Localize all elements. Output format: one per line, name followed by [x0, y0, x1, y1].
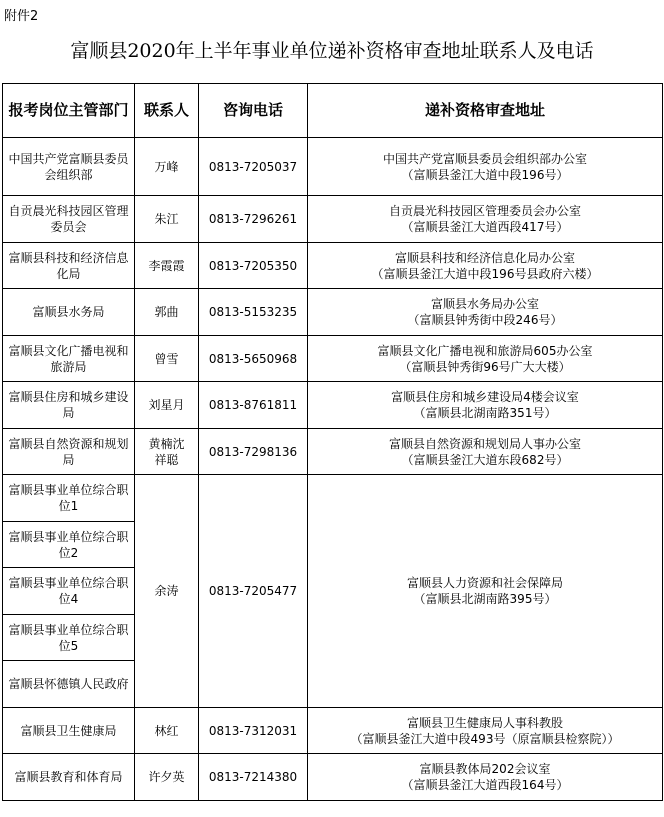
address-cell [308, 429, 663, 475]
contact-cell: 刘星月 [135, 382, 199, 429]
dept-cell: 富顺县教育和体育局 [3, 754, 135, 801]
contact-cell: 黄楠沈祥聪 [135, 429, 199, 475]
address-detail: （富顺县北湖南路395号） [413, 592, 557, 606]
phone-cell: 0813-7214380 [199, 754, 308, 801]
contact-cell: 朱江 [135, 196, 199, 243]
address-cell [308, 382, 663, 429]
table-row [3, 336, 663, 382]
address-cell [308, 289, 663, 336]
dept-cell: 富顺县事业单位综合职位5 [3, 615, 135, 661]
address-detail: （富顺县釜江大道中段196号县政府六楼） [371, 266, 599, 281]
address-cell [308, 243, 663, 289]
contact-cell: 郭曲 [135, 289, 199, 336]
address-line: 富顺县自然资源和规划局人事办公室 [388, 436, 581, 451]
header-row [3, 84, 663, 138]
address-cell [308, 475, 663, 708]
address-detail: （富顺县北湖南路351号） [413, 406, 557, 420]
header-phone: 咨询电话 [199, 84, 308, 138]
table-row [3, 475, 663, 522]
address-line: 富顺县文化广播电视和旅游局605办公室 [377, 343, 593, 358]
address-line: 富顺县教体局202会议室 [419, 762, 551, 776]
table-row [3, 138, 663, 196]
phone-cell: 0813-5153235 [199, 289, 308, 336]
phone-cell: 0813-7296261 [199, 196, 308, 243]
address-line: 富顺县住房和城乡建设局4楼会议室 [391, 390, 579, 404]
phone-cell: 0813-8761811 [199, 382, 308, 429]
address-detail: （富顺县釜江大道西段417号） [401, 220, 569, 234]
table-row [3, 708, 663, 754]
address-line: 富顺县人力资源和社会保障局 [406, 576, 563, 590]
dept-cell: 富顺县卫生健康局 [3, 708, 135, 754]
phone-cell: 0813-7312031 [199, 708, 308, 754]
dept-cell: 中国共产党富顺县委员会组织部 [3, 138, 135, 196]
attachment-label: 附件2 [4, 9, 39, 24]
header-address: 递补资格审查地址 [308, 84, 663, 138]
dept-cell: 富顺县事业单位综合职位4 [3, 568, 135, 615]
table-row [3, 429, 663, 475]
contact-cell: 余涛 [135, 475, 199, 708]
dept-cell: 自贡晨光科技园区管理委员会 [3, 196, 135, 243]
address-line: 中国共产党富顺县委员会组织部办公室 [382, 151, 587, 166]
dept-cell: 富顺县住房和城乡建设局 [3, 382, 135, 429]
contact-table [2, 83, 663, 801]
address-cell [308, 196, 663, 243]
phone-cell: 0813-7205350 [199, 243, 308, 289]
dept-cell: 富顺县怀德镇人民政府 [3, 661, 135, 708]
phone-cell: 0813-7205037 [199, 138, 308, 196]
address-cell [308, 138, 663, 196]
address-detail: （富顺县釜江大道东段682号） [401, 452, 569, 467]
contact-cell: 李霞霞 [135, 243, 199, 289]
address-cell [308, 708, 663, 754]
phone-cell: 0813-5650968 [199, 336, 308, 382]
dept-cell: 富顺县文化广播电视和旅游局 [3, 336, 135, 382]
address-line: 富顺县科技和经济信息化局办公室 [394, 250, 575, 265]
contact-cell: 许夕英 [135, 754, 199, 801]
address-line: 富顺县卫生健康局人事科教股 [406, 715, 563, 730]
dept-cell: 富顺县事业单位综合职位1 [3, 475, 135, 522]
dept-cell: 富顺县水务局 [3, 289, 135, 336]
address-cell [308, 336, 663, 382]
address-line: 富顺县水务局办公室 [430, 297, 539, 311]
dept-cell: 富顺县事业单位综合职位2 [3, 522, 135, 568]
phone-cell: 0813-7298136 [199, 429, 308, 475]
table-row [3, 382, 663, 429]
address-line: 自贡晨光科技园区管理委员会办公室 [388, 204, 581, 218]
address-detail: （富顺县钟秀街中段246号） [407, 313, 563, 327]
address-detail: （富顺县釜江大道中段493号（原富顺县检察院）） [350, 731, 620, 746]
contact-cell: 曾雪 [135, 336, 199, 382]
address-detail: （富顺县釜江大道中段196号） [401, 167, 569, 182]
table-row [3, 754, 663, 801]
dept-cell: 富顺县科技和经济信息化局 [3, 243, 135, 289]
dept-cell: 富顺县自然资源和规划局 [3, 429, 135, 475]
address-detail: （富顺县釜江大道西段164号） [401, 778, 569, 792]
header-contact: 联系人 [135, 84, 199, 138]
table-row [3, 196, 663, 243]
contact-cell: 林红 [135, 708, 199, 754]
header-dept: 报考岗位主管部门 [3, 84, 135, 138]
address-detail: （富顺县钟秀街96号广大大楼） [399, 359, 571, 374]
table-row [3, 243, 663, 289]
address-cell [308, 754, 663, 801]
table-row [3, 289, 663, 336]
phone-cell: 0813-7205477 [199, 475, 308, 708]
contact-cell: 万峰 [135, 138, 199, 196]
page-title: 富顺县2020年上半年事业单位递补资格审查地址联系人及电话 [70, 40, 594, 62]
